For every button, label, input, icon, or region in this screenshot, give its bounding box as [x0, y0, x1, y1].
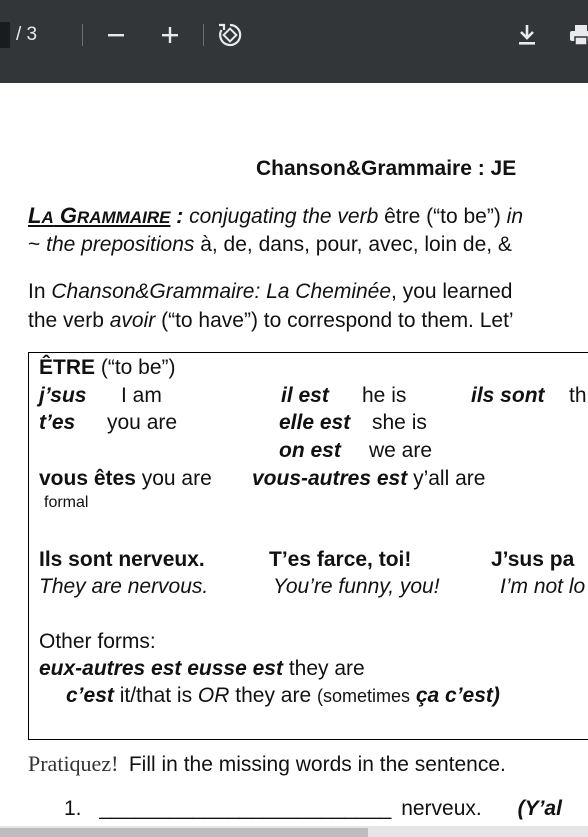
rotate-icon — [217, 22, 243, 48]
example-2-english: You’re funny, you! — [273, 575, 440, 598]
other-forms-line-2: c’est it/that is OR they are (sometimes ça c’est) — [66, 684, 500, 707]
practice-line — [28, 751, 506, 777]
scrollbar-thumb[interactable] — [0, 828, 368, 837]
download-button[interactable] — [512, 20, 542, 50]
page-number-input[interactable] — [0, 22, 10, 48]
doc-title: Chanson&Grammaire : JE — [256, 157, 517, 180]
item-paren: (Y’al — [517, 797, 562, 820]
pdf-toolbar — [0, 0, 588, 83]
conj-ellest: elle est — [279, 411, 351, 434]
conj-vousautres-line: vous-autres est y’all are — [252, 467, 486, 490]
conj-onest-translation: we are — [369, 439, 433, 462]
conj-ilssont-translation: th — [569, 384, 587, 407]
conj-jsus: j’sus — [39, 384, 87, 407]
print-icon — [568, 23, 588, 47]
item-word: nerveux. — [401, 797, 482, 820]
intro-line-2: the verb avoir (“to have”) to correspond to them. Let’ — [28, 309, 514, 332]
grammar-heading: LA GRAMMAIRE — [28, 203, 171, 228]
horizontal-scrollbar[interactable] — [0, 826, 588, 837]
practice-item-1 — [64, 797, 562, 821]
zoom-out-button[interactable] — [101, 20, 131, 50]
pdf-page — [0, 83, 588, 837]
practice-label: Pratiquez! — [28, 751, 119, 776]
conj-ellest-translation: she is — [372, 411, 427, 434]
example-3-french: J’sus pa — [491, 548, 575, 571]
grammar-line-2: ~ the prepositions à, de, dans, pour, avec, loin de, & — [28, 233, 512, 256]
print-button[interactable] — [566, 20, 588, 50]
page-total: / 3 — [16, 24, 38, 45]
item-number: 1. — [64, 797, 82, 820]
other-forms-line-1: eux-autres est eusse est they are — [39, 657, 365, 680]
grammar-line-1: LA GRAMMAIRE : conjugating the verb être (“to be”) in — [28, 203, 524, 228]
answer-blank[interactable]: _________________________ — [99, 797, 392, 820]
conj-vousetes-line: vous êtes you are — [39, 467, 212, 490]
etre-conjugation-box — [28, 352, 588, 740]
zoom-out-icon — [106, 25, 126, 45]
zoom-in-button[interactable] — [155, 20, 185, 50]
conj-onest: on est — [279, 439, 341, 462]
example-2-french: T’es farce, toi! — [269, 548, 412, 571]
conj-jsus-translation: I am — [121, 384, 162, 407]
conj-ilest-translation: he is — [362, 384, 407, 407]
formal-note: formal — [44, 494, 89, 511]
other-forms-label: Other forms: — [39, 630, 156, 653]
intro-line-1: In Chanson&Grammaire: La Cheminée, you learned — [28, 280, 513, 303]
example-1-english: They are nervous. — [39, 575, 209, 598]
download-icon — [516, 23, 538, 47]
conj-tes: t’es — [39, 411, 76, 434]
practice-instruction: Fill in the missing words in the sentence. — [128, 753, 506, 776]
conj-ilest: il est — [281, 384, 329, 407]
rotate-button[interactable] — [215, 20, 245, 50]
example-1-french: Ils sont nerveux. — [39, 548, 205, 571]
toolbar-divider — [82, 24, 83, 46]
toolbar-divider — [203, 24, 204, 46]
conj-tes-translation: you are — [107, 411, 178, 434]
conj-ilssont: ils sont — [471, 384, 545, 407]
zoom-in-icon — [160, 25, 180, 45]
example-3-english: I’m not lo — [500, 575, 586, 598]
box-heading: ÊTRE (“to be”) — [39, 356, 176, 379]
